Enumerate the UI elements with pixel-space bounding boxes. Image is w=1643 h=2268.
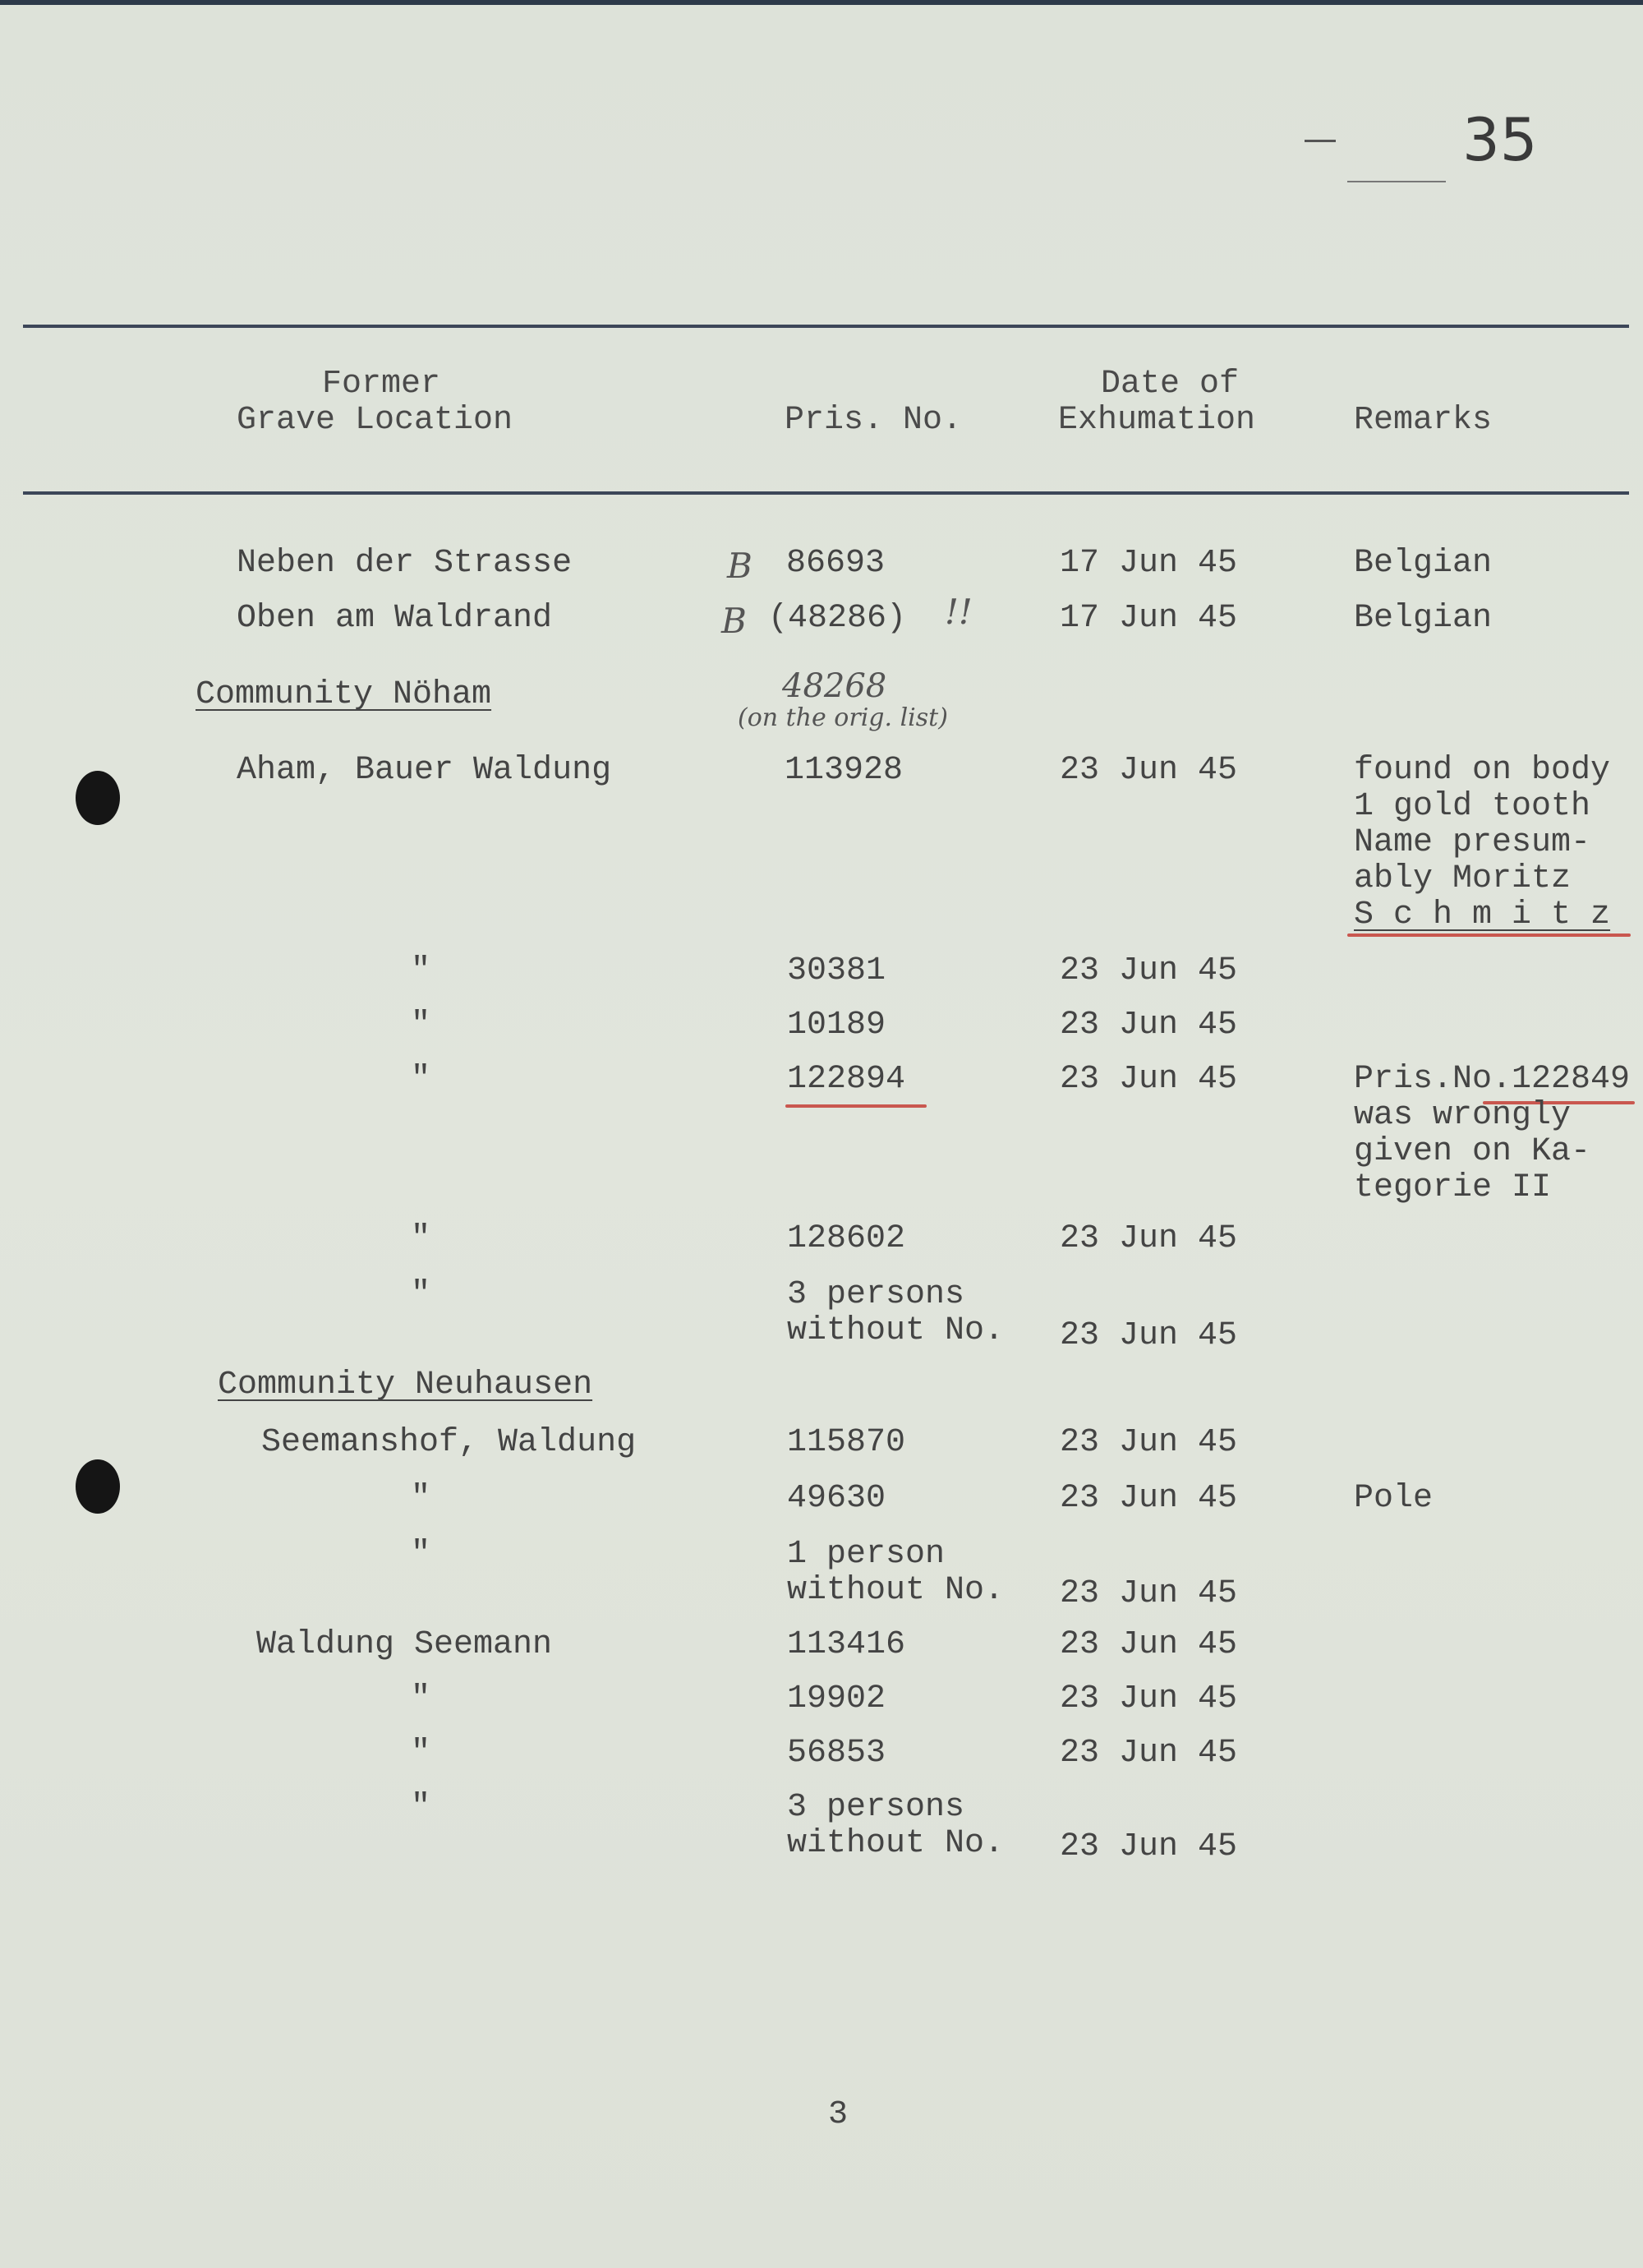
pris-cell: 115870 xyxy=(787,1424,906,1461)
date-cell: 17 Jun 45 xyxy=(1060,600,1238,637)
remarks-cell: Pris.No.122849 xyxy=(1354,1061,1631,1098)
pris-cell: 86693 xyxy=(786,545,886,582)
remarks-cell: found on body xyxy=(1354,752,1611,789)
pris-cell: 3 persons xyxy=(787,1789,965,1826)
loc-cell: Oben am Waldrand xyxy=(237,600,553,637)
ditto-mark: " xyxy=(411,1735,431,1772)
handwritten-note: (on the orig. list) xyxy=(738,703,948,732)
loc-cell: Aham, Bauer Waldung xyxy=(237,752,612,789)
handwritten-number: 48268 xyxy=(782,667,887,705)
remarks-cell: given on Ka- xyxy=(1354,1133,1591,1170)
pencil-dash xyxy=(1347,181,1446,182)
pencil-dash xyxy=(1305,140,1336,142)
ditto-mark: " xyxy=(411,1480,431,1517)
pris-cell: 56853 xyxy=(787,1735,886,1772)
remarks-cell: was wrongly xyxy=(1354,1097,1572,1134)
pris-cell: 128602 xyxy=(787,1220,906,1257)
header-former: Former xyxy=(322,366,441,403)
date-cell: 23 Jun 45 xyxy=(1060,752,1238,789)
remarks-cell: 1 gold tooth xyxy=(1354,788,1591,825)
remarks-cell: ably Moritz xyxy=(1354,860,1572,897)
remarks-cell: Name presum- xyxy=(1354,824,1591,861)
header-pris-no: Pris. No. xyxy=(785,402,963,439)
header-exhumation: Exhumation xyxy=(1058,402,1256,439)
loc-cell: Seemanshof, Waldung xyxy=(261,1424,637,1461)
remarks-cell: Belgian xyxy=(1354,545,1493,582)
community-heading: Community Neuhausen xyxy=(218,1367,593,1404)
pris-cell: (48286) xyxy=(768,600,907,637)
date-cell: 23 Jun 45 xyxy=(1060,1480,1238,1517)
pris-cell: without No. xyxy=(787,1312,1005,1349)
date-cell: 23 Jun 45 xyxy=(1060,1007,1238,1044)
header-grave-location: Grave Location xyxy=(237,402,513,439)
pris-cell: without No. xyxy=(787,1825,1005,1862)
pris-cell: 122894 xyxy=(787,1061,906,1098)
date-cell: 23 Jun 45 xyxy=(1060,1735,1238,1772)
remarks-cell: tegorie II xyxy=(1354,1169,1552,1206)
pris-cell: 1 person xyxy=(787,1536,946,1573)
handwritten-b: B xyxy=(727,546,752,586)
ditto-mark: " xyxy=(411,1536,431,1573)
ditto-mark: " xyxy=(411,1276,431,1313)
pris-cell: 3 persons xyxy=(787,1276,965,1313)
handwritten-b: B xyxy=(721,601,747,641)
pris-cell: 19902 xyxy=(787,1680,886,1717)
punch-hole xyxy=(76,1459,120,1514)
remarks-cell: Belgian xyxy=(1354,600,1493,637)
scan-edge xyxy=(0,0,1643,5)
date-cell: 23 Jun 45 xyxy=(1060,1220,1238,1257)
pris-cell: without No. xyxy=(787,1572,1005,1609)
ditto-mark: " xyxy=(411,1061,431,1098)
pris-cell: 49630 xyxy=(787,1480,886,1517)
remarks-cell: Pole xyxy=(1354,1480,1434,1517)
top-rule xyxy=(23,325,1629,328)
date-cell: 23 Jun 45 xyxy=(1060,1317,1238,1354)
date-cell: 23 Jun 45 xyxy=(1060,1424,1238,1461)
pris-cell: 113416 xyxy=(787,1626,906,1663)
ditto-mark: " xyxy=(411,1680,431,1717)
pris-cell: 113928 xyxy=(785,752,904,789)
footer-page-number: 3 xyxy=(828,2096,849,2133)
community-heading: Community Nöham xyxy=(196,676,492,713)
red-underline xyxy=(785,1104,927,1108)
punch-hole xyxy=(76,771,120,825)
ditto-mark: " xyxy=(411,952,431,989)
date-cell: 23 Jun 45 xyxy=(1060,1828,1238,1865)
date-cell: 23 Jun 45 xyxy=(1060,1061,1238,1098)
header-remarks: Remarks xyxy=(1354,402,1493,439)
loc-cell: Waldung Seemann xyxy=(256,1626,553,1663)
loc-cell: Neben der Strasse xyxy=(237,545,573,582)
ditto-mark: " xyxy=(411,1220,431,1257)
ditto-mark: " xyxy=(411,1007,431,1044)
date-cell: 23 Jun 45 xyxy=(1060,1626,1238,1663)
header-date-of: Date of xyxy=(1101,366,1240,403)
date-cell: 17 Jun 45 xyxy=(1060,545,1238,582)
red-underline xyxy=(1347,933,1631,937)
pris-cell: 10189 xyxy=(787,1007,886,1044)
date-cell: 23 Jun 45 xyxy=(1060,1680,1238,1717)
header-rule xyxy=(23,491,1629,495)
handwritten-mark: !! xyxy=(945,592,973,632)
ditto-mark: " xyxy=(411,1789,431,1826)
pris-cell: 30381 xyxy=(787,952,886,989)
date-cell: 23 Jun 45 xyxy=(1060,952,1238,989)
date-cell: 23 Jun 45 xyxy=(1060,1575,1238,1612)
remarks-cell: S c h m i t z xyxy=(1354,897,1611,933)
page-number: 35 xyxy=(1462,105,1538,174)
